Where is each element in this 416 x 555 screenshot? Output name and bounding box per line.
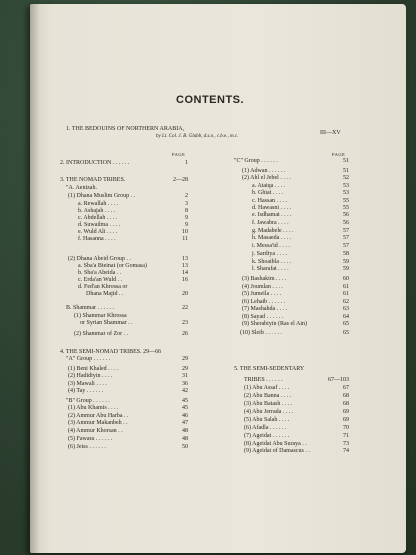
left-col-entry-page: 45 [182, 405, 188, 411]
right-col-entry: "C" Group . . . . . . [234, 158, 278, 164]
right-col-entry: d. Hawasni . . . . [252, 205, 291, 211]
right-col-entry-page: 65 [343, 321, 349, 327]
right-col-entry: (3) Bashakim . . . . [242, 276, 287, 282]
section1-author: by Lt. Col. J. B. Glubb, d.s.o., c.b.e., m.c. [156, 134, 239, 139]
left-col-entry: (3) Ammur Makanbeh . . [68, 420, 128, 426]
left-col-entry-page: 16 [182, 277, 188, 283]
left-col-entry-page: 1 [185, 160, 188, 166]
right-col-entry-page: 59 [343, 259, 349, 265]
right-col-entry: j. Sardiya . . . . [252, 251, 287, 257]
left-col-entry: (5) Fawara . . . . . . [68, 436, 113, 442]
left-col-entry-page: 42 [182, 388, 188, 394]
right-col-entry-page: 57 [343, 235, 349, 241]
left-col-entry: (2) Hadidiyin . . . . [68, 373, 113, 379]
left-col-entry-page: 20 [182, 291, 188, 297]
right-col-entry-page: 52 [343, 175, 349, 181]
right-col-entry: (5) Jumeila . . . . [242, 291, 282, 297]
left-col-entry-page: 29 [182, 356, 188, 362]
right-col-entry-page: 55 [343, 198, 349, 204]
right-col-entry-page: 68 [343, 401, 349, 407]
left-col-entry: d. Fed'an Khrossa or [78, 284, 128, 290]
right-col-entry-page: 59 [343, 266, 349, 272]
right-col-entry-page: 70 [343, 425, 349, 431]
right-col-entry: (2) Ahl el Jebel . . . . [242, 175, 291, 181]
right-col-entry-page: 60 [343, 276, 349, 282]
right-col-entry: l. Sharafat . . . . [252, 266, 289, 272]
right-col-entry: (6) Afadla . . . . . . [244, 425, 287, 431]
left-col-entry-page: 2—28 [173, 177, 188, 183]
right-col-entry-page: 51 [343, 168, 349, 174]
right-col-entry-page: 65 [343, 330, 349, 336]
left-col-entry-page: 9 [185, 222, 188, 228]
right-col-entry-page: 53 [343, 190, 349, 196]
left-col-entry-page: 50 [182, 444, 188, 450]
left-col-entry-page: 47 [182, 420, 188, 426]
page-title: CONTENTS. [176, 94, 245, 106]
left-col-entry: (1) Beni Khaled . . . . [68, 366, 119, 372]
right-col-entry-page: 51 [343, 158, 349, 164]
left-col-entry-page: 45 [182, 398, 188, 404]
left-col-entry: (1) Abu Khamis . . . . [68, 405, 119, 411]
right-col-entry-page: 67—103 [328, 377, 349, 383]
right-col-entry-page: 53 [343, 183, 349, 189]
right-col-entry-page: 61 [343, 291, 349, 297]
right-col-entry: e. Isdhamat . . . . [252, 212, 292, 218]
right-col-entry: (5) Abu Salah . . . . [244, 417, 290, 423]
right-col-entry-page: 56 [343, 212, 349, 218]
right-col-entry: (1) Abu Assaf . . . . [244, 385, 290, 391]
left-col-entry-page: 48 [182, 428, 188, 434]
left-page-heading: PAGE [172, 152, 186, 157]
left-col-entry: (4) Tay . . . . . . [68, 388, 104, 394]
right-col-entry: (7) Ageidat . . . . . . [244, 433, 290, 439]
left-col-entry: e. Wuld Ali . . . . [78, 229, 118, 235]
right-col-entry: g. Madabele . . . . [252, 228, 294, 234]
left-col-entry: a. Rewallah . . . . [78, 201, 119, 207]
right-col-entry-page: 61 [343, 284, 349, 290]
right-col-entry-page: 73 [343, 441, 349, 447]
left-col-entry-page: 10 [182, 229, 188, 235]
left-col-entry-page: 46 [182, 413, 188, 419]
left-col-entry: c. Erda'an Wuld . . [78, 277, 123, 283]
right-col-entry: (6) Lehaib . . . . . . [242, 299, 286, 305]
left-col-entry-page: 8 [185, 208, 188, 214]
right-col-entry: h. Masaeda . . . . [252, 235, 292, 241]
right-col-entry: k. Shoaibla . . . . [252, 259, 291, 265]
right-col-entry: c. Hassan . . . . [252, 198, 287, 204]
right-page-heading: PAGE [332, 152, 346, 157]
left-col-entry: or Syrian Shammar . . [80, 320, 133, 326]
page-spine-shadow [30, 4, 40, 553]
right-col-entry-page: 74 [343, 448, 349, 454]
right-col-entry-page: 57 [343, 243, 349, 249]
right-col-entry: 5. THE SEMI-SEDENTARY [234, 366, 305, 372]
right-col-entry: i. Messa'id . . . . [252, 243, 290, 249]
right-col-entry: f. Jawabra . . . . [252, 220, 289, 226]
left-col-entry: (1) Shammar Khrossa [74, 313, 127, 319]
left-col-entry: B. Shammar . . . . . . [66, 305, 114, 311]
right-col-entry-page: 67 [343, 385, 349, 391]
left-col-entry: d. Suwailma . . . . [78, 222, 120, 228]
section1-pages: III—XV [320, 130, 341, 136]
right-col-entry-page: 63 [343, 306, 349, 312]
left-col-entry-page: 29 [182, 366, 188, 372]
left-col-entry: a. Sba'a Bteinat (or Gomasa) [78, 263, 147, 269]
right-col-entry-page: 55 [343, 205, 349, 211]
section1-label: 1. THE BEDOUINS OF NORTHERN ARABIA, [66, 126, 185, 132]
right-col-entry-page: 56 [343, 220, 349, 226]
left-col-entry: 2. INTRODUCTION . . . . . . [60, 160, 130, 166]
right-col-entry: (2) Abu Banna . . . . [244, 393, 292, 399]
right-col-entry: (4) Abu Jerrada . . . . [244, 409, 294, 415]
right-col-entry: b. Ghiat . . . . [252, 190, 284, 196]
left-col-entry: "A" Group . . . . . . [66, 356, 111, 362]
left-col-entry: (3) Mawali . . . . [68, 381, 107, 387]
right-col-entry-page: 64 [343, 314, 349, 320]
left-col-entry: f. Hasanna . . . . [78, 236, 116, 242]
left-col-entry: 3. THE NOMAD TRIBES. [60, 177, 126, 183]
right-col-entry-page: 57 [343, 228, 349, 234]
left-col-entry-page: 13 [182, 263, 188, 269]
left-col-entry: 4. THE SEMI-NOMAD TRIBES. 29—66 [60, 349, 162, 355]
right-col-entry: TRIBES . . . . . . [244, 377, 283, 383]
right-col-entry: (9) Ageidat of Damascus . . [244, 448, 310, 454]
left-col-entry-page: 3 [185, 201, 188, 207]
right-col-entry: (4) Joumlan . . . . [242, 284, 283, 290]
right-col-entry: (1) Adwan . . . . . . [242, 168, 286, 174]
right-col-entry-page: 69 [343, 417, 349, 423]
left-col-entry: Dhana Majid . . [86, 291, 124, 297]
right-col-entry: (8) Sayad . . . . . . [242, 314, 284, 320]
left-col-entry-page: 31 [182, 373, 188, 379]
left-col-entry: b. Sba'a Abeida . . [78, 270, 122, 276]
left-col-entry: (6) Jeiss . . . . . . [68, 444, 106, 450]
left-col-entry-page: 23 [182, 320, 188, 326]
left-col-entry-page: 11 [182, 236, 188, 242]
left-col-entry-page: 14 [182, 270, 188, 276]
left-col-entry: "A. Aenizah. [66, 185, 97, 191]
left-col-entry: b. Ashajah . . . . [78, 208, 116, 214]
left-col-entry-page: 22 [182, 305, 188, 311]
right-col-entry-page: 68 [343, 393, 349, 399]
left-col-entry: (2) Dhana Abeid Group . . [68, 256, 131, 262]
right-col-entry: a. Ataiqa . . . . [252, 183, 286, 189]
right-col-entry-page: 69 [343, 409, 349, 415]
right-col-entry: (9) Sherabiyin (Ras el Ain) [242, 321, 307, 327]
left-col-entry: c. Abdellah . . . . [78, 215, 118, 221]
right-col-entry: (8) Ageidat Abu Suraya . . [244, 441, 307, 447]
left-col-entry-page: 36 [182, 381, 188, 387]
left-col-entry-page: 13 [182, 256, 188, 262]
left-col-entry: (4) Ammur Khorsan . . [68, 428, 123, 434]
left-col-entry-page: 26 [182, 331, 188, 337]
right-col-entry-page: 58 [343, 251, 349, 257]
right-col-entry-page: 71 [343, 433, 349, 439]
right-col-entry: (10) Sleib . . . . . . [240, 330, 282, 336]
left-col-entry: (2) Shammar of Zor . . [74, 331, 129, 337]
left-col-entry: "B" Group . . . . . . [66, 398, 110, 404]
left-col-entry: (2) Ammur Abu Harba . . [68, 413, 129, 419]
left-col-entry-page: 9 [185, 215, 188, 221]
left-col-entry-page: 2 [185, 193, 188, 199]
right-col-entry: (3) Abu Batash . . . . [244, 401, 293, 407]
left-col-entry-page: 48 [182, 436, 188, 442]
left-col-entry: (1) Dhana Muslim Group . . [68, 193, 136, 199]
right-col-entry-page: 62 [343, 299, 349, 305]
right-col-entry: (7) Mashahda . . . . [242, 306, 288, 312]
